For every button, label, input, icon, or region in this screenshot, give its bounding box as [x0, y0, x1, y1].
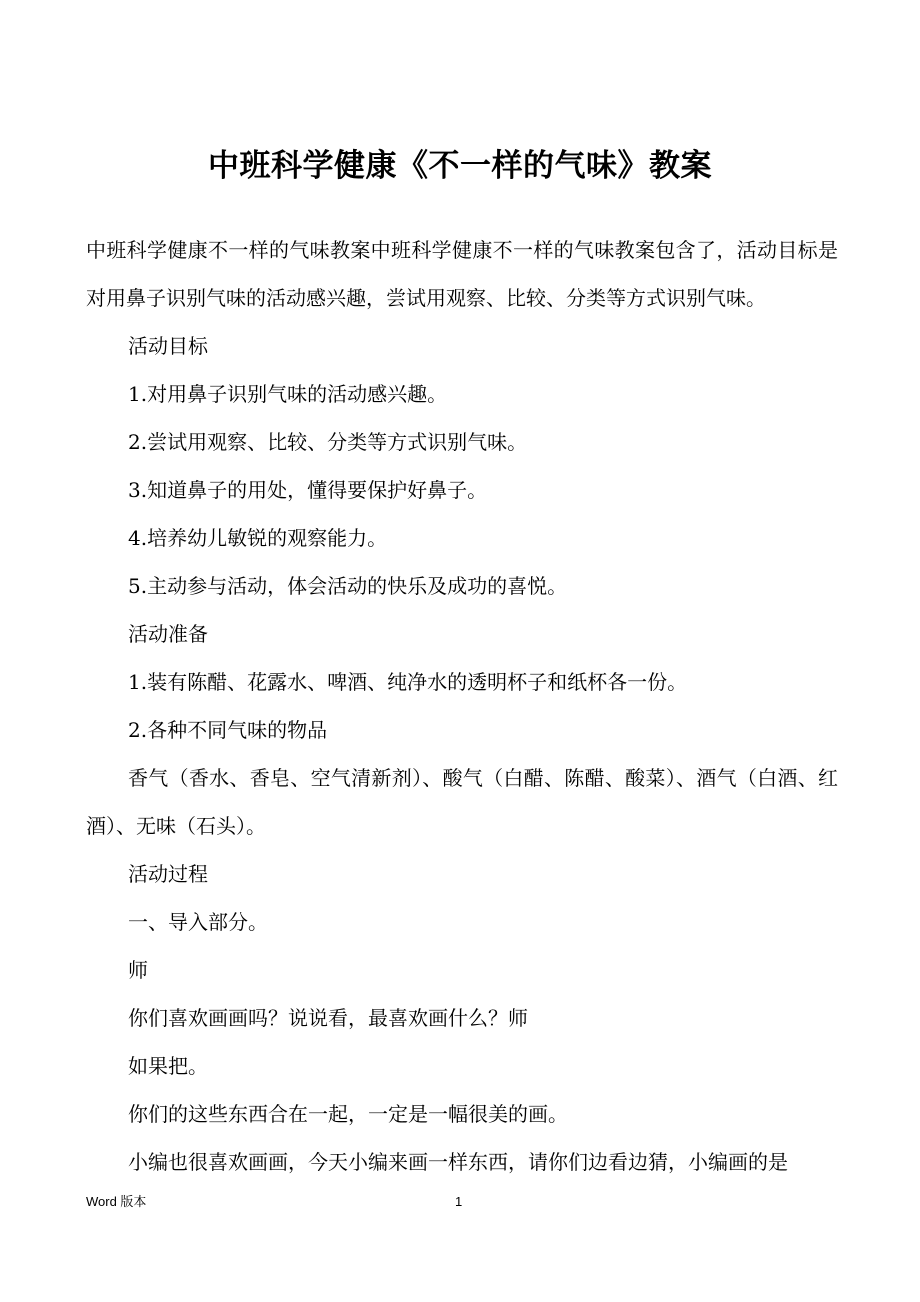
heading-preparation: 活动准备 [128, 622, 208, 646]
paragraph-intro: 中班科学健康不一样的气味教案中班科学健康不一样的气味教案包含了，活动目标是对用鼻子识别气味的活动感兴趣，尝试用观察、比较、分类等方式识别气味。 [86, 238, 838, 310]
goal-item-4: 4.培养幼儿敏锐的观察能力。 [128, 526, 388, 550]
goal-item-3: 3.知道鼻子的用处，懂得要保护好鼻子。 [128, 478, 488, 502]
preparation-detail: 香气（香水、香皂、空气清新剂）、酸气（白醋、陈醋、酸菜）、酒气（白酒、红酒）、无味（石头）。 [86, 766, 838, 838]
process-line: 小编也很喜欢画画，今天小编来画一样东西，请你们边看边猜，小编画的是 [128, 1150, 788, 1174]
footer-page-number: 1 [455, 1194, 463, 1209]
goal-item-1: 1.对用鼻子识别气味的活动感兴趣。 [128, 382, 448, 406]
process-part-1: 一、导入部分。 [128, 910, 268, 934]
process-line: 你们喜欢画画吗？说说看，最喜欢画什么？师 [128, 1006, 528, 1030]
document-body [86, 226, 838, 1186]
heading-goals: 活动目标 [128, 334, 208, 358]
process-line: 如果把。 [128, 1054, 208, 1078]
footer-version-label: Word 版本 [86, 1194, 147, 1209]
heading-process: 活动过程 [128, 862, 208, 886]
goal-item-2: 2.尝试用观察、比较、分类等方式识别气味。 [128, 430, 528, 454]
preparation-item-2: 2.各种不同气味的物品 [128, 718, 328, 742]
goal-item-5: 5.主动参与活动，体会活动的快乐及成功的喜悦。 [128, 574, 568, 598]
document-title: 中班科学健康《不一样的气味》教案 [208, 148, 712, 184]
preparation-item-1: 1.装有陈醋、花露水、啤酒、纯净水的透明杯子和纸杯各一份。 [128, 670, 688, 694]
process-line: 师 [128, 958, 148, 982]
process-line: 你们的这些东西合在一起，一定是一幅很美的画。 [128, 1102, 568, 1126]
